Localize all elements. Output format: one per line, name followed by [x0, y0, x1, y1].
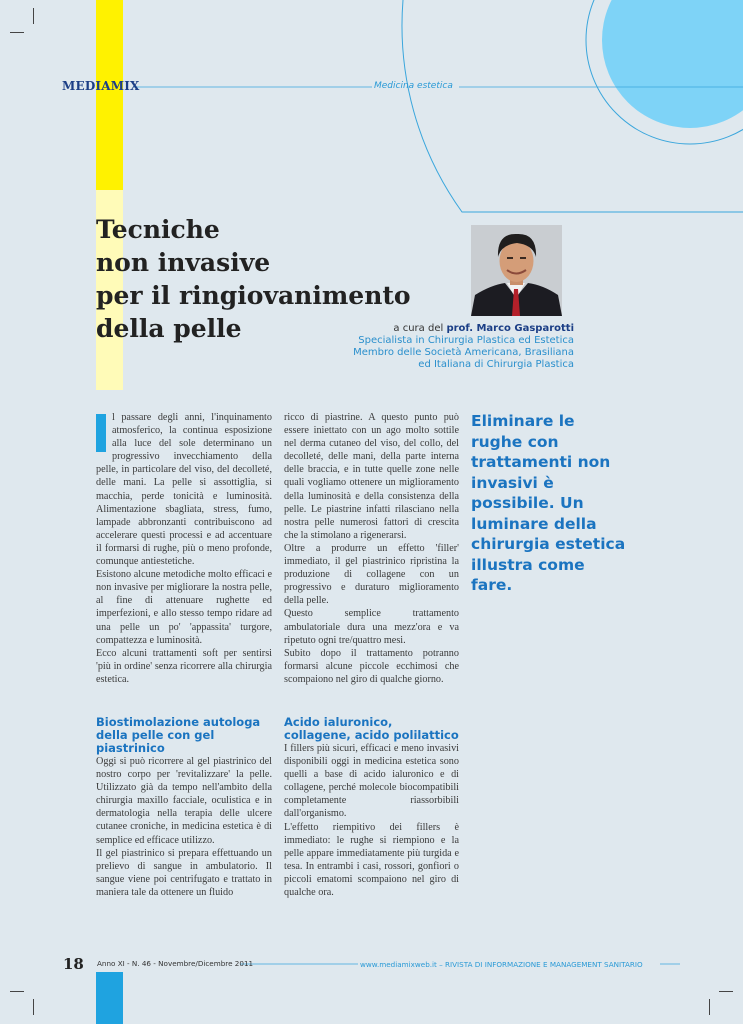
paragraph: Oltre a produrre un effetto 'filler' immediato, il gel piastrinico ripristina la produzione di collagene con un progressivo e duraturo miglioramento della pelle.: [284, 542, 459, 607]
paragraph: Il gel piastrinico si prepara effettuando un prelievo di sangue in ambulatorio. Il sangue viene poi centrifugato e trattato in maniera tale da ottenere un fluido: [96, 847, 272, 898]
footer-site-link[interactable]: www.mediamixweb.it – RIVISTA DI INFORMAZIONE E MANAGEMENT SANITARIO: [360, 960, 643, 969]
paragraph: L'effetto riempitivo dei fillers è immediato: le rughe si riempiono e la pelle appare immediatamente più turgida e tesa. In entrambi i casi, rossori, gonfiori o piccoli ematomi scompaiono nel giro di qualche ora.: [284, 821, 459, 899]
paragraph: I fillers più sicuri, efficaci e meno invasivi disponibili oggi in medicina estetica sono quelli a base di acido ialuronico e di collagene, perché molecole biocompatibili completamente riassorbibili dall'organismo.: [284, 743, 459, 820]
title-line: per il ringiovanimento: [96, 281, 411, 310]
drop-cap: [96, 414, 106, 452]
author-name: prof. Marco Gasparotti: [446, 323, 574, 334]
byline: [334, 323, 574, 371]
byline-prefix: a cura del: [393, 323, 444, 334]
author-role: ed Italiana di Chirurgia Plastica: [418, 359, 574, 370]
column-1-lower-text: [96, 755, 272, 899]
paragraph: l passare degli anni, l'inquinamento atmosferico, la continua esposizione alla luce del sole determinano un progressivo invecchiamento della pelle, in particolare del viso, del decolleté, delle mani. La pelle si assottiglia, si macchia, perde tonicità e luminosità. Alimentazione sbagliata, stress, fumo, lampade abbronzanti contribuiscono ad accelerare questi processi e ad accentuare il formarsi di rughe, più o meno profonde, comunque antiestetiche.: [96, 412, 272, 568]
page-number: 18: [63, 955, 84, 973]
subheading-biostimolazione: Biostimolazione autologa della pelle con gel piastrinico: [96, 715, 261, 755]
column-2-lower-text: [284, 742, 459, 899]
column-1-text: [96, 411, 272, 686]
brand-logo: MEDIAMIX: [62, 79, 140, 93]
title-line: non invasive: [96, 248, 271, 277]
title-line: Tecniche: [96, 215, 220, 244]
section-label: Medicina estetica: [374, 81, 453, 91]
author-photo: [471, 225, 562, 316]
subheading-acido-ialuronico: Acido ialuronico, collagene, acido polilattico: [284, 715, 459, 742]
paragraph: Questo semplice trattamento ambulatoriale dura una mezz'ora e va ripetuto ogni tre/quattro mesi.: [284, 608, 459, 646]
author-role: Specialista in Chirurgia Plastica ed Estetica: [358, 335, 574, 346]
paragraph: Oggi si può ricorrere al gel piastrinico del nostro corpo per 'revitalizzare' la pelle. Utilizzato già da tempo nell'ambito della chirurgia maxillo facciale, oculistica e in dermatologia nella terapia delle ulcere cutanee croniche, in medicina estetica è di semplice ed efficace utilizzo.: [96, 756, 272, 846]
paragraph: Esistono alcune metodiche molto efficaci e non invasive per migliorare la nostra pelle, al fine di attenuare rughette ed imperfezioni, e allo stesso tempo ridare ad una pelle un po' 'appassita' turgore, compattezza e luminosità.: [96, 569, 272, 646]
paragraph: Ecco alcuni trattamenti soft per sentirsi 'più in ordine' senza ricorrere alla chirurgia estetica.: [96, 647, 272, 685]
title-line: della pelle: [96, 314, 242, 343]
author-role: Membro delle Società Americana, Brasiliana: [353, 347, 574, 358]
paragraph: Subito dopo il trattamento potranno formarsi alcune piccole ecchimosi che scompaiono nel giro di qualche giorno.: [284, 647, 459, 685]
issue-info: Anno XI - N. 46 - Novembre/Dicembre 2011: [97, 959, 254, 968]
blue-circle-decoration: [602, 0, 743, 128]
paragraph: ricco di piastrine. A questo punto può essere iniettato con un ago molto sottile nel derma cutaneo del viso, del collo, del decolleté, delle mani, della parte interna delle braccia, e in tutte quelle zone nelle quali vogliamo ottenere un miglioramento della luminosità e della consistenza della pelle. Le piastrine infatti rilasciano nella nostra pelle numerosi fattori di crescita che la stimolano a rigenerarsi.: [284, 412, 459, 541]
pull-quote: Eliminare le rughe con trattamenti non invasivi è possibile. Un luminare della chirurgia estetica illustra come fare.: [471, 412, 626, 594]
column-2-text: [284, 411, 459, 686]
